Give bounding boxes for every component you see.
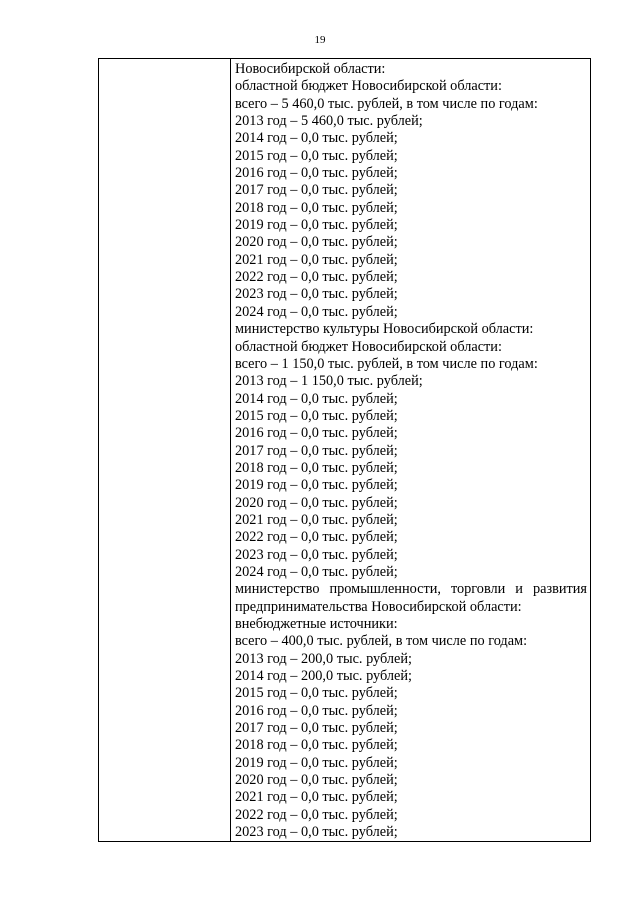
text-line: 2018 год – 0,0 тыс. рублей; (235, 459, 398, 476)
text-line: областной бюджет Новосибирской области: (235, 338, 502, 355)
text-line: 2014 год – 200,0 тыс. рублей; (235, 668, 413, 685)
text-line: внебюджетные источники: (235, 616, 398, 632)
text-line: 2018 год – 0,0 тыс. рублей; (235, 737, 398, 754)
text-line: всего – 5 460,0 тыс. рублей, в том числе по годам: (235, 95, 538, 112)
text-line: 2013 год – 200,0 тыс. рублей; (235, 650, 413, 667)
text-line: 2015 год – 0,0 тыс. рублей; (235, 147, 398, 164)
text-line: 2020 год – 0,0 тыс. рублей; (235, 772, 398, 789)
text-line: 2017 год – 0,0 тыс. рублей; (235, 182, 398, 199)
text-line: 2023 год – 0,0 тыс. рублей; (235, 824, 398, 841)
page-number: 19 (314, 34, 326, 46)
text-line: 2024 год – 0,0 тыс. рублей; (235, 563, 398, 580)
text-line: 2019 год – 0,0 тыс. рублей; (235, 477, 398, 494)
text-line: 2015 год – 0,0 тыс. рублей; (235, 685, 398, 702)
text-line: 2022 год – 0,0 тыс. рублей; (235, 269, 398, 286)
text-line: 2016 год – 0,0 тыс. рублей; (235, 425, 398, 442)
table-right-column (235, 61, 587, 841)
text-line: 2017 год – 0,0 тыс. рублей; (235, 442, 398, 459)
text-line: 2013 год – 5 460,0 тыс. рублей; (235, 113, 423, 130)
text-line: 2021 год – 0,0 тыс. рублей; (235, 251, 398, 268)
text-line: 2016 год – 0,0 тыс. рублей; (235, 165, 398, 182)
table-left-column (99, 59, 231, 841)
text-line: областной бюджет Новосибирской области: (235, 78, 502, 95)
text-line: 2017 год – 0,0 тыс. рублей; (235, 720, 398, 737)
text-line: 2018 год – 0,0 тыс. рублей; (235, 199, 398, 216)
text-line: 2014 год – 0,0 тыс. рублей; (235, 390, 398, 407)
text-line: 2013 год – 1 150,0 тыс. рублей; (235, 373, 423, 390)
text-line: предпринимательства Новосибирской области: (235, 598, 522, 615)
text-line: 2020 год – 0,0 тыс. рублей; (235, 234, 398, 251)
text-line: 2014 год – 0,0 тыс. рублей; (235, 130, 398, 147)
text-line: министерство культуры Новосибирской области: (235, 321, 534, 338)
text-line: министерство промышленности, торговли и развития (235, 581, 587, 598)
text-line: 2023 год – 0,0 тыс. рублей; (235, 546, 398, 563)
text-line: 2019 год – 0,0 тыс. рублей; (235, 754, 398, 771)
text-line: всего – 400,0 тыс. рублей, в том числе по годам: (235, 633, 528, 650)
text-line: всего – 1 150,0 тыс. рублей, в том числе по годам: (235, 355, 538, 372)
text-line: 2023 год – 0,0 тыс. рублей; (235, 286, 398, 303)
text-line: 2015 год – 0,0 тыс. рублей; (235, 407, 398, 424)
text-line: 2024 год – 0,0 тыс. рублей; (235, 303, 398, 320)
text-line: 2021 год – 0,0 тыс. рублей; (235, 789, 398, 806)
text-line: 2021 год – 0,0 тыс. рублей; (235, 511, 398, 528)
text-line: 2019 год – 0,0 тыс. рублей; (235, 217, 398, 234)
text-line: 2022 год – 0,0 тыс. рублей; (235, 806, 398, 823)
text-line: 2022 год – 0,0 тыс. рублей; (235, 529, 398, 546)
funding-table (98, 58, 591, 842)
text-line: 2016 год – 0,0 тыс. рублей; (235, 702, 398, 719)
text-line: Новосибирской области: (235, 61, 386, 77)
text-line: 2020 год – 0,0 тыс. рублей; (235, 494, 398, 511)
